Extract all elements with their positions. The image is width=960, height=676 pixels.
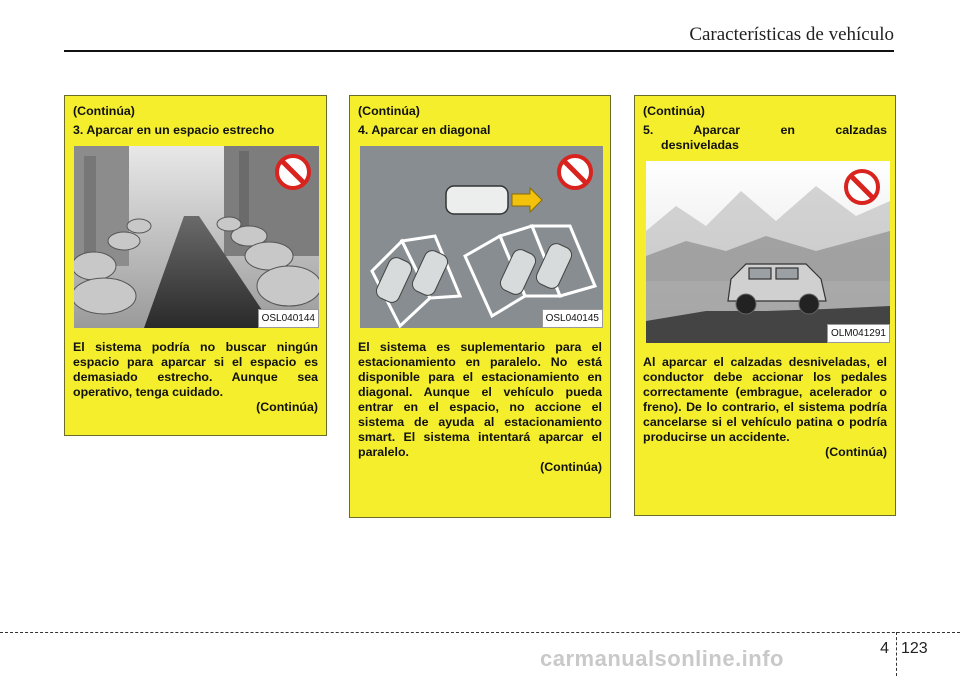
figure-code: OSL040145 (542, 309, 603, 328)
figure-code: OSL040144 (258, 309, 319, 328)
section-heading-line2: desniveladas (661, 138, 739, 152)
figure-diagonal-parking (360, 146, 603, 328)
panel-body-text: El sistema podría no buscar ningún espacio para aparcar si el espacio es demasiado estrecho. Aunque sea operativo, tenga cuidado. (73, 340, 318, 399)
continued-label-top: (Continúa) (73, 104, 135, 118)
section-heading: 4. Aparcar en diagonal (358, 123, 491, 137)
section-heading (643, 123, 887, 153)
page-header-title: Características de vehículo (689, 24, 894, 45)
caution-panel-slope (634, 95, 896, 516)
prohibition-icon (844, 169, 880, 205)
continued-label-top: (Continúa) (358, 104, 420, 118)
watermark: carmanualsonline.info (540, 646, 784, 671)
footer-rule (0, 632, 960, 633)
prohibition-icon (275, 154, 311, 190)
caution-panel-narrow-space (64, 95, 327, 436)
header-rule (64, 50, 894, 52)
panel-body-text: El sistema es suplementario para el estacionamiento en paralelo. No está disponible para el estacionamiento en diagonal. Aunque el vehículo pueda entrar en el espacio, no accione el sistema de ayuda al estacionamiento smart. El sistema intentará aparcar el paralelo. (358, 340, 602, 459)
prohibition-icon (557, 154, 593, 190)
continued-label-bottom: (Continúa) (256, 400, 318, 414)
caution-panel-diagonal (349, 95, 611, 518)
panel-body-text: Al aparcar el calzadas desniveladas, el conductor debe accionar los pedales correctamente (embrague, acelerador o freno). De lo contrario, el sistema podría cancelarse si el vehículo patina o podría producirse un accidente. (643, 355, 887, 444)
continued-label-top: (Continúa) (643, 104, 705, 118)
page-number: 123 (901, 640, 928, 657)
footer-divider (896, 632, 897, 676)
figure-slope-parking (646, 161, 890, 343)
section-heading-line1: 5. Aparcar en calzadas (643, 123, 887, 137)
continued-label-bottom: (Continúa) (825, 445, 887, 459)
figure-narrow-space (74, 146, 319, 328)
section-heading: 3. Aparcar en un espacio estrecho (73, 123, 275, 137)
continued-label-bottom: (Continúa) (540, 460, 602, 474)
figure-code: OLM041291 (827, 324, 890, 343)
chapter-number: 4 (880, 640, 889, 657)
